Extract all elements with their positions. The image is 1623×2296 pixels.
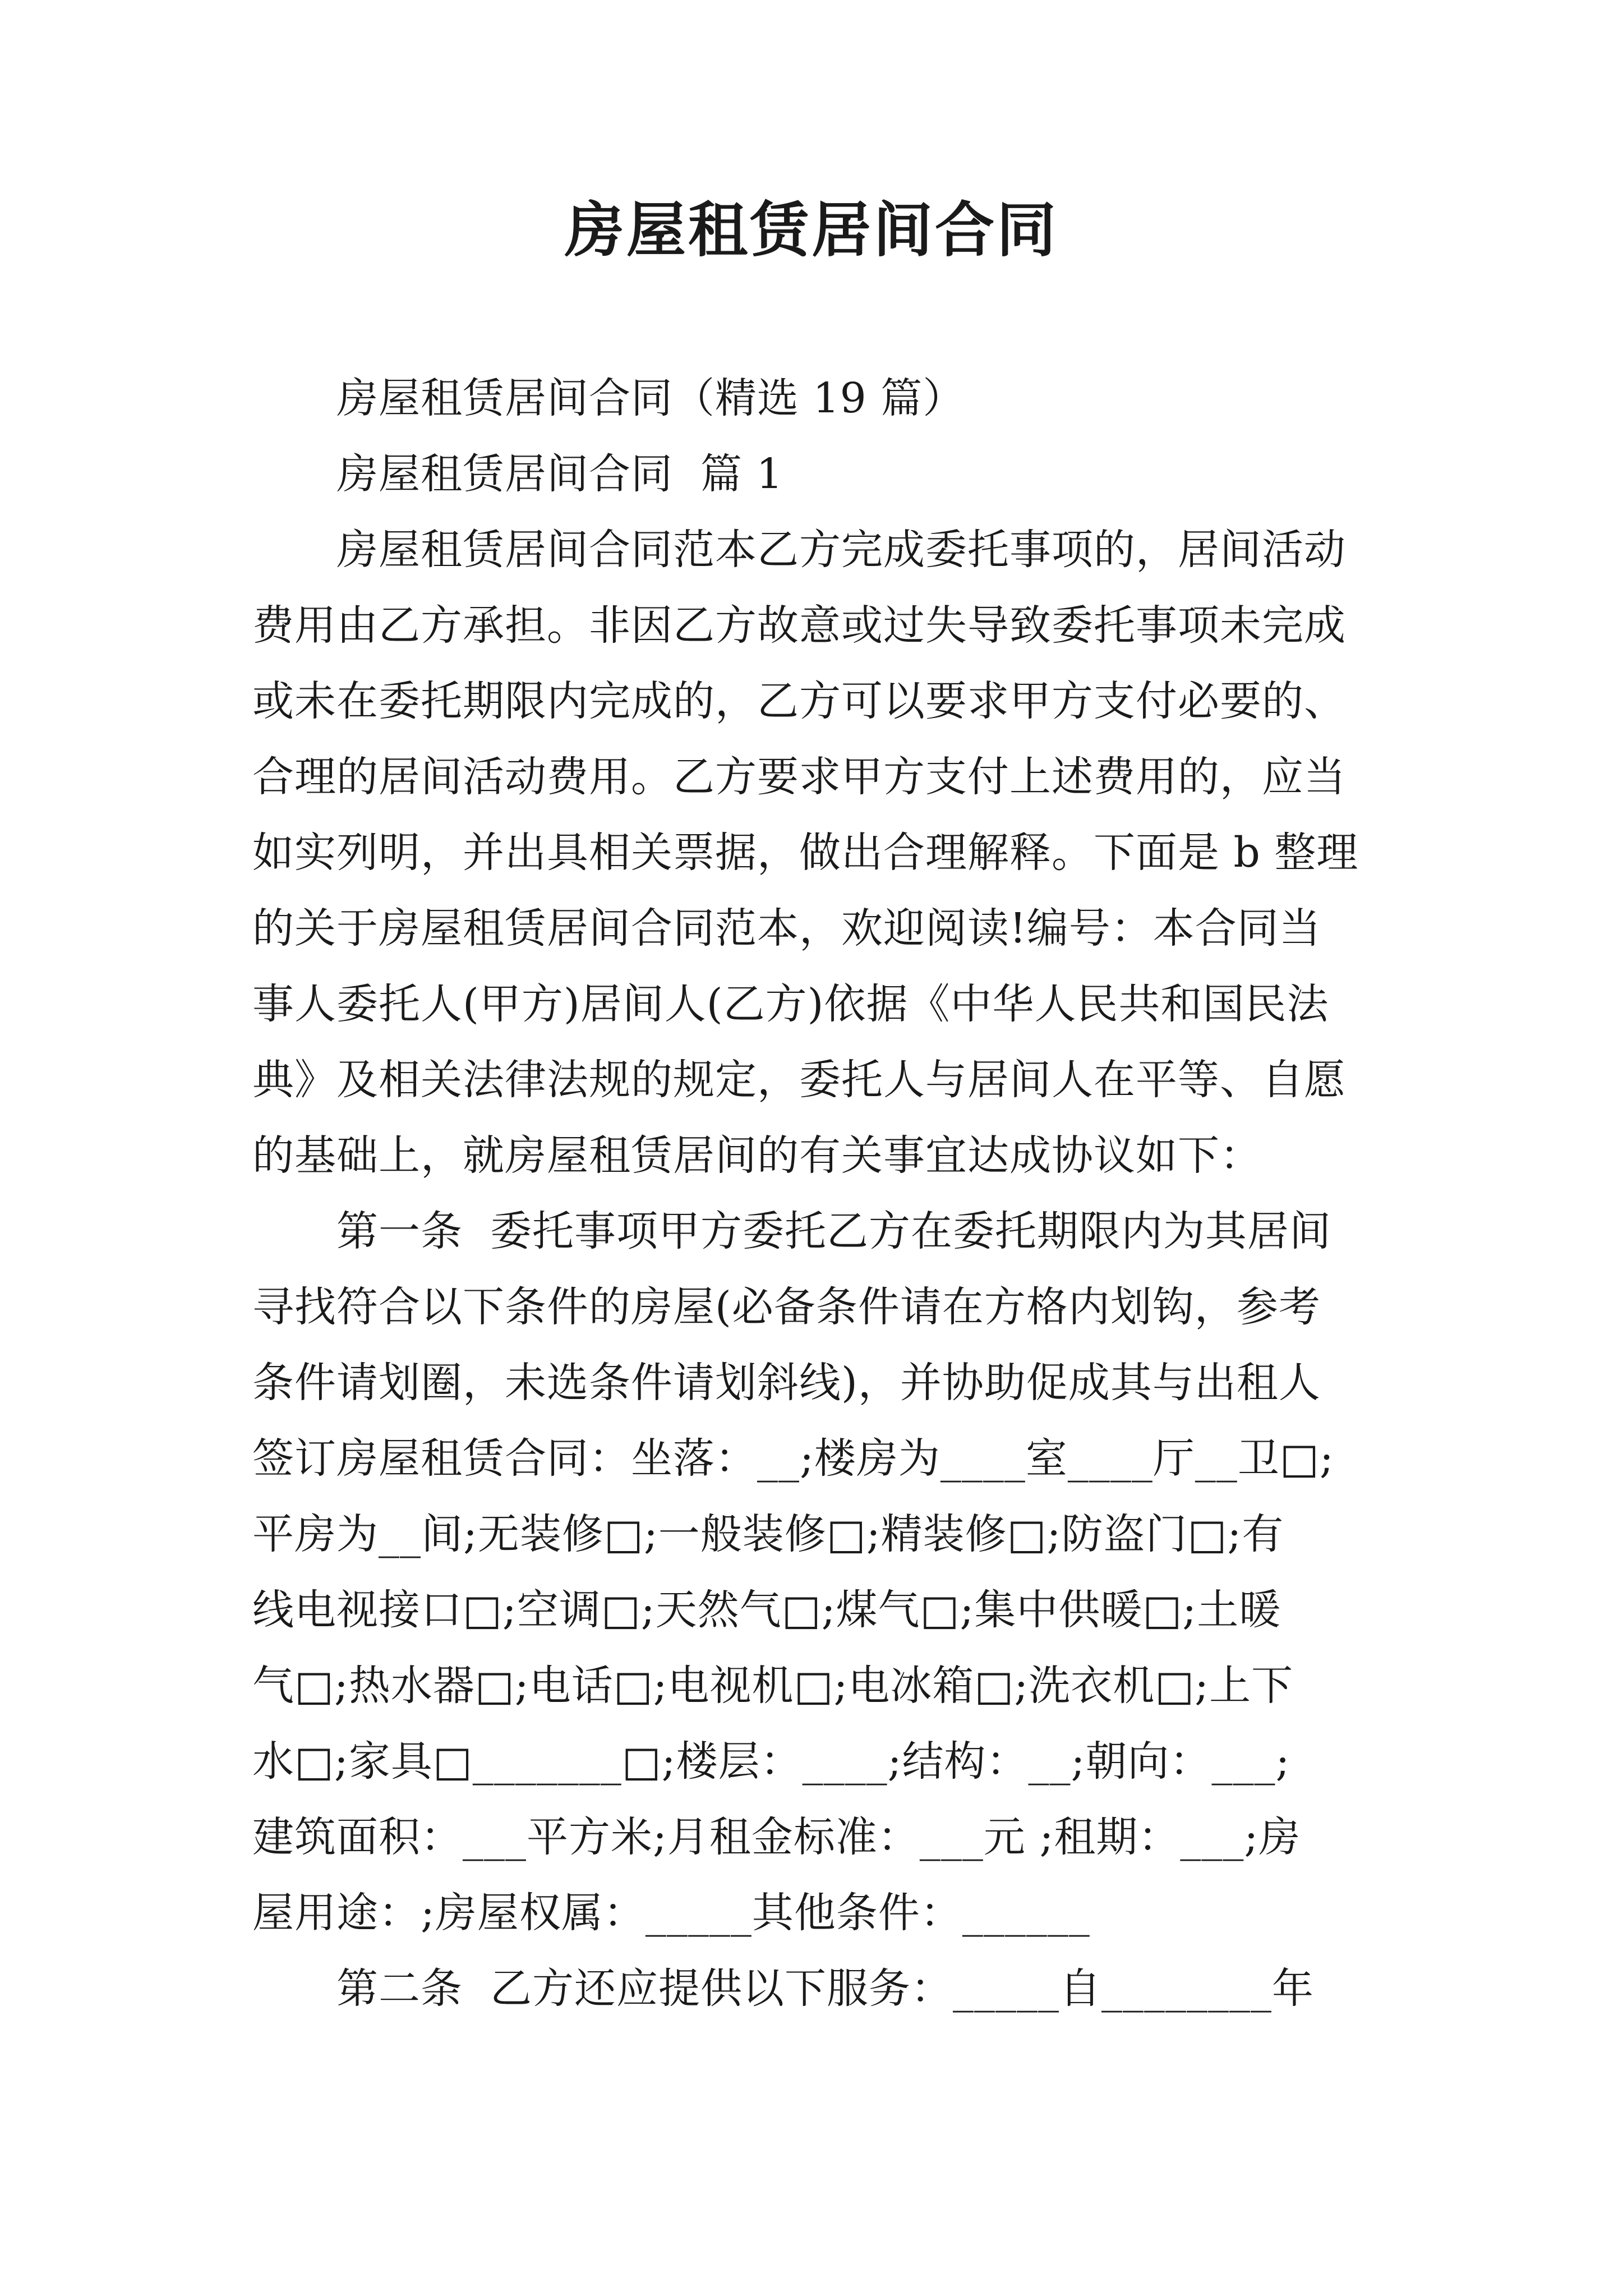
paragraph-line: 如实列明，并出具相关票据，做出合理解释。下面是 b 整理 <box>252 829 1359 877</box>
paragraph-line: 费用由乙方承担。非因乙方故意或过失导致委托事项未完成 <box>252 601 1346 650</box>
paragraph-line: 事人委托人(甲方)居间人(乙方)依据《中华人民共和国民法 <box>252 980 1329 1028</box>
article-line: 第一条 委托事项甲方委托乙方在委托期限内为其居间 <box>336 1207 1332 1255</box>
article-line: 第二条 乙方还应提供以下服务：_____自________年 <box>336 1964 1315 2013</box>
paragraph-line: 的基础上，就房屋租赁居间的有关事宜达成协议如下： <box>252 1131 1262 1180</box>
article-line: 平房为__间;无装修□;一般装修□;精装修□;防盗门□;有 <box>252 1510 1284 1558</box>
article-line: 线电视接口□;空调□;天然气□;煤气□;集中供暖□;土暖 <box>252 1586 1281 1634</box>
article-line: 寻找符合以下条件的房屋(必备条件请在方格内划钩，参考 <box>252 1283 1321 1331</box>
section-heading: 房屋租赁居间合同 篇 1 <box>336 450 783 498</box>
document-title: 房屋租赁居间合同 <box>565 195 1058 265</box>
paragraph-line: 典》及相关法律法规的规定，委托人与居间人在平等、自愿 <box>252 1056 1346 1104</box>
article-line: 气□;热水器□;电话□;电视机□;电冰箱□;洗衣机□;上下 <box>252 1662 1294 1710</box>
article-line: 签订房屋租赁合同：坐落：__;楼房为____室____厅__卫□; <box>252 1434 1334 1483</box>
subtitle-line: 房屋租赁居间合同（精选 19 篇） <box>336 374 965 422</box>
article-line: 条件请划圈，未选条件请划斜线)，并协助促成其与出租人 <box>252 1359 1321 1407</box>
article-line: 水□;家具□_______□;楼层：____;结构：__;朝向：___; <box>252 1737 1290 1786</box>
article-line: 屋用途：;房屋权属：_____其他条件：______ <box>252 1889 1090 1937</box>
paragraph-line: 房屋租赁居间合同范本乙方完成委托事项的，居间活动 <box>336 526 1346 574</box>
article-line: 建筑面积：___平方米;月租金标准：___元 ;租期：___;房 <box>252 1813 1301 1861</box>
paragraph-line: 或未在委托期限内完成的，乙方可以要求甲方支付必要的、 <box>252 677 1346 725</box>
paragraph-line: 合理的居间活动费用。乙方要求甲方支付上述费用的，应当 <box>252 753 1346 801</box>
paragraph-line: 的关于房屋租赁居间合同范本，欢迎阅读!编号：本合同当 <box>252 904 1321 953</box>
